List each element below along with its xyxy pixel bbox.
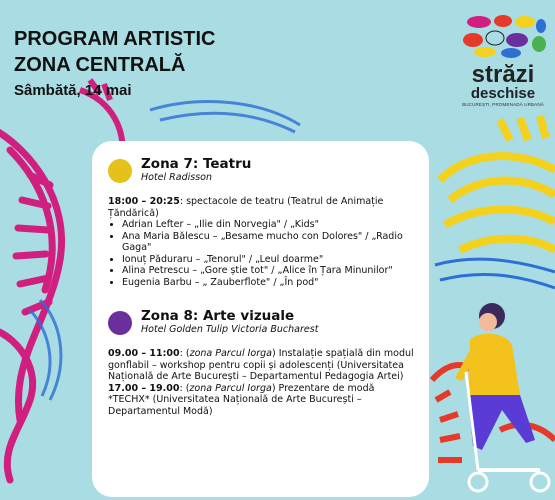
page-title-line-1: PROGRAM ARTISTIC: [14, 28, 216, 50]
list-item: • Ionuț Păduraru – „Tenorul" / „Leul doarme": [122, 254, 417, 266]
logo-subtitle: deschise: [470, 85, 536, 102]
logo-tagline: BUCUREȘTI, PROMENADĂ URBANĂ: [462, 102, 544, 107]
zone-8-event-1: 09.00 – 11:00: (zona Parcul Iorga) Instalație spațială din modul gonflabil – workshop pentru copii și adolescenți (Universitatea Națională de Arte București – Departamentul Pedagogia Artei): [108, 348, 414, 382]
zone-7-section: [108, 156, 417, 288]
logo-title: străzi: [471, 61, 535, 88]
zone-8-title: Zona 8: Arte vizuale: [141, 308, 295, 324]
program-card: [92, 141, 429, 497]
zone-8-event-2-location: zona Parcul Iorga: [189, 382, 272, 394]
zone-7-time: 18:00 – 20:25: [108, 196, 180, 207]
colorful-swirls-logo-icon: [459, 12, 547, 58]
zone-7-title: Zona 7: Teatru: [141, 156, 252, 172]
woman-on-scooter-illustration: [455, 303, 549, 491]
magenta-swirl-decoration: [0, 130, 62, 480]
list-item: • Adrian Lefter – „Ilie din Norvegia" / „Kids": [122, 219, 417, 231]
list-item: • Ana Maria Bălescu – „Besame mucho con Dolores" / „Radio Gaga": [122, 231, 417, 254]
zone-7-yellow-dot-icon: [108, 159, 132, 183]
page-header: [14, 26, 215, 101]
page-title-line-2: ZONA CENTRALĂ: [14, 54, 186, 76]
blue-lines-right: [435, 259, 555, 288]
zone-8-event-1-text: Instalație spațială din modul gonflabil – workshop pentru copii și adolescenți (Universitatea Națională de Arte București – Departamentul Pedagogia Artei): [108, 348, 414, 382]
zone-8-event-2-text: Prezentare de modă *TECHX* (Universitatea Națională de Arte București – Departamentul Modă): [108, 382, 375, 417]
zone-8-event-2-time: 17.00 – 19.00: [108, 382, 180, 394]
zone-7-description: [108, 196, 417, 219]
zone-8-event-2: 17.00 – 19.00: (zona Parcul Iorga) Prezentare de modă *TECHX* (Universitatea Națională de Arte București – Departamentul Modă): [108, 382, 375, 417]
yellow-pattern-decoration: [440, 116, 555, 250]
zone-8-event-1-time: 09.00 – 11:00: [108, 348, 180, 359]
zone-8-event-1-location: zona Parcul Iorga: [189, 348, 272, 359]
event-date: Sâmbătă, 14 mai: [14, 82, 132, 99]
zone-7-description-text: : spectacole de teatru (Teatrul de Animație Țăndărică): [108, 196, 384, 219]
list-item: • Eugenia Barbu – „ Zauberflote" / „În pod": [122, 277, 417, 289]
zone-7-performers-list: [108, 219, 417, 288]
list-item: • Alina Petrescu – „Gore știe tot" / „Alice în Țara Minunilor": [122, 265, 417, 277]
strazi-deschise-logo: [459, 12, 547, 107]
zone-8-venue: Hotel Golden Tulip Victoria Bucharest: [141, 324, 319, 335]
zone-8-purple-dot-icon: [108, 311, 132, 335]
zone-7-venue: Hotel Radisson: [141, 172, 213, 183]
zone-8-section: [108, 308, 417, 417]
